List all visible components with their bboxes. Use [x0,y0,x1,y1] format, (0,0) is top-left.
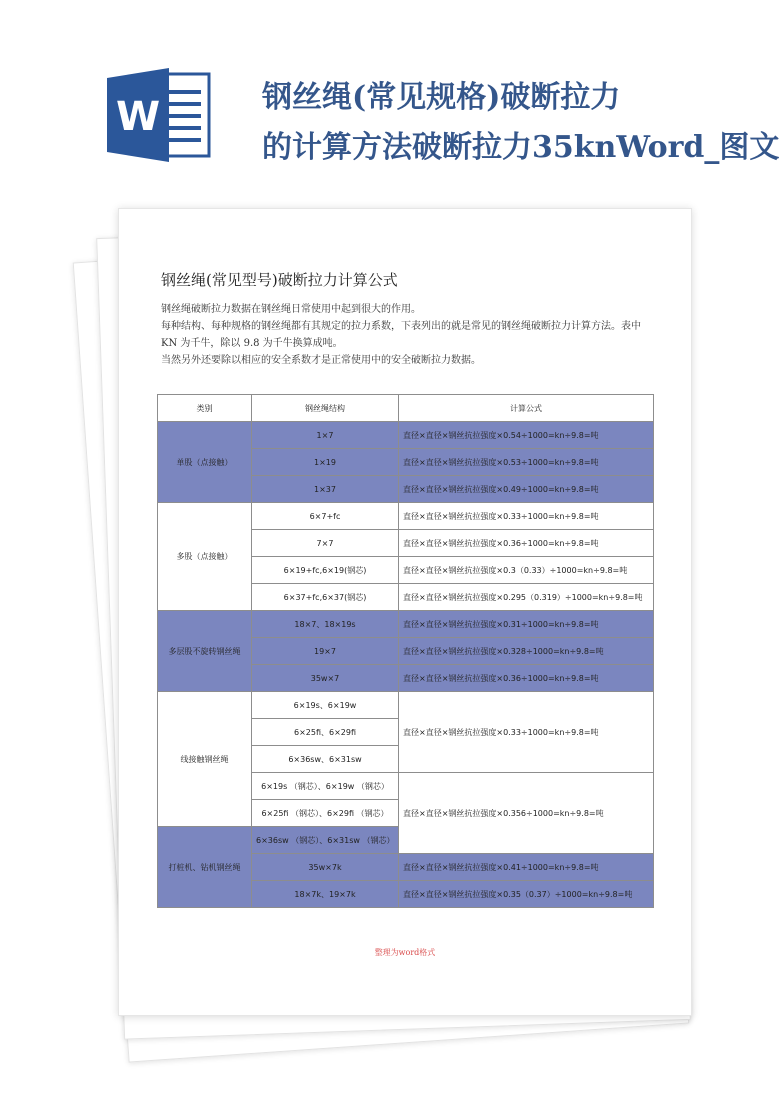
formula-cell: 直径×直径×钢丝抗拉强度×0.295（0.319）÷1000=kn÷9.8=吨 [399,584,654,611]
formula-cell: 直径×直径×钢丝抗拉强度×0.3（0.33）÷1000=kn÷9.8=吨 [399,557,654,584]
structure-cell: 1×19 [252,449,399,476]
formula-cell: 直径×直径×钢丝抗拉强度×0.36÷1000=kn÷9.8=吨 [399,530,654,557]
category-cell: 线接触钢丝绳 [158,692,252,827]
page-title-line-1: 钢丝绳(常见规格)破断拉力 [262,80,621,115]
formula-cell: 直径×直径×钢丝抗拉强度×0.33÷1000=kn÷9.8=吨 [399,692,654,773]
formula-cell: 直径×直径×钢丝抗拉强度×0.53÷1000=kn÷9.8=吨 [399,449,654,476]
breaking-force-table [157,394,654,908]
formula-cell: 直径×直径×钢丝抗拉强度×0.31÷1000=kn÷9.8=吨 [399,611,654,638]
logo-letter: W [115,94,161,140]
page-title-line-2: 的计算方法破断拉力35knWord_图文 [262,130,780,165]
table-header-row [158,395,654,422]
formula-cell: 直径×直径×钢丝抗拉强度×0.35（0.37）÷1000=kn÷9.8=吨 [399,881,654,908]
category-cell: 多层股不旋转钢丝绳 [158,611,252,692]
intro-line: 每种结构、每种规格的钢丝绳都有其规定的拉力系数，下表列出的就是常见的钢丝绳破断拉力计算方法。表中 [161,321,641,332]
structure-cell: 6×37+fc,6×37(钢芯) [252,584,399,611]
structure-cell: 6×7+fc [252,503,399,530]
structure-cell: 6×25fi （钢芯）、6×29fi （钢芯） [252,800,399,827]
structure-cell: 6×19s、6×19w [252,692,399,719]
structure-cell: 1×37 [252,476,399,503]
structure-cell: 6×36sw （钢芯）、6×31sw （钢芯） [252,827,399,854]
formula-cell: 直径×直径×钢丝抗拉强度×0.356÷1000=kn÷9.8=吨 [399,773,654,854]
intro-paragraph [161,301,661,369]
column-header: 类别 [158,395,252,422]
formula-cell: 直径×直径×钢丝抗拉强度×0.49÷1000=kn÷9.8=吨 [399,476,654,503]
intro-line: 当然另外还要除以相应的安全系数才是正常使用中的安全破断拉力数据。 [161,355,481,366]
formula-cell: 直径×直径×钢丝抗拉强度×0.33÷1000=kn÷9.8=吨 [399,503,654,530]
document-page [118,208,692,1016]
structure-cell: 1×7 [252,422,399,449]
structure-cell: 35w×7k [252,854,399,881]
intro-line: 钢丝绳破断拉力数据在钢丝绳日常使用中起到很大的作用。 [161,304,421,315]
structure-cell: 6×25fi、6×29fi [252,719,399,746]
structure-cell: 6×19s （钢芯）、6×19w （钢芯） [252,773,399,800]
category-cell: 单股（点接触） [158,422,252,503]
category-cell: 多股（点接触） [158,503,252,611]
column-header: 计算公式 [399,395,654,422]
formula-cell: 直径×直径×钢丝抗拉强度×0.41÷1000=kn÷9.8=吨 [399,854,654,881]
intro-line: KN 为千牛，除以 9.8 为千牛换算成吨。 [161,338,343,349]
structure-cell: 18×7k、19×7k [252,881,399,908]
column-header: 钢丝绳结构 [252,395,399,422]
word-document-icon [107,68,211,162]
table-row [158,422,654,449]
footer-note: 整理为word格式 [374,948,436,957]
structure-cell: 6×36sw、6×31sw [252,746,399,773]
formula-cell: 直径×直径×钢丝抗拉强度×0.54÷1000=kn÷9.8=吨 [399,422,654,449]
structure-cell: 19×7 [252,638,399,665]
table-row [158,503,654,530]
formula-cell: 直径×直径×钢丝抗拉强度×0.36÷1000=kn÷9.8=吨 [399,665,654,692]
structure-cell: 35w×7 [252,665,399,692]
table-row [158,692,654,719]
page-header [0,0,780,200]
structure-cell: 6×19+fc,6×19(钢芯) [252,557,399,584]
document-title: 钢丝绳(常见型号)破断拉力计算公式 [161,271,398,289]
structure-cell: 7×7 [252,530,399,557]
table-row [158,611,654,638]
formula-cell: 直径×直径×钢丝抗拉强度×0.328÷1000=kn÷9.8=吨 [399,638,654,665]
category-cell: 打桩机、钻机钢丝绳 [158,827,252,908]
structure-cell: 18×7、18×19s [252,611,399,638]
